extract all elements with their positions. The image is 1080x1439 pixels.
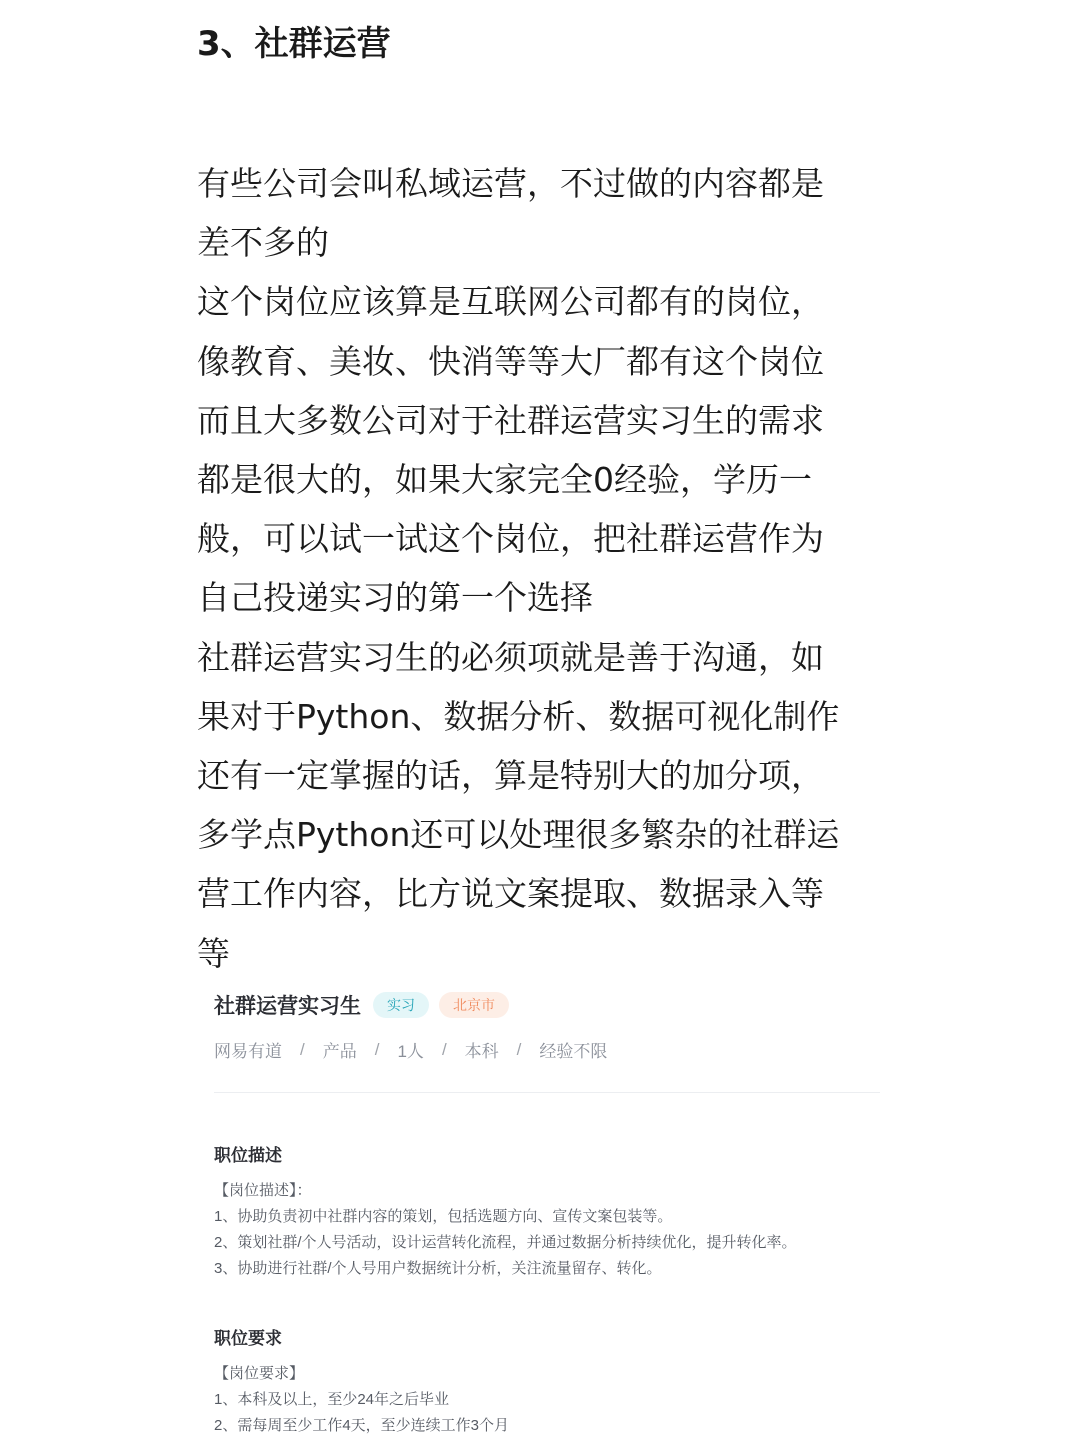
job-city-tag: 北京市 [439, 992, 509, 1018]
education: 本科 [464, 1042, 499, 1061]
experience: 经验不限 [539, 1042, 608, 1061]
meta-separator: / [300, 1039, 305, 1059]
job-type-tag: 实习 [373, 992, 429, 1018]
body-line: 都是很大的，如果大家完全0经验，学历一 [197, 460, 812, 500]
meta-separator: / [516, 1039, 522, 1059]
article [197, 18, 887, 983]
body-line: 像教育、美妆、快消等等大厂都有这个岗位 [197, 341, 824, 381]
job-title-row [214, 985, 880, 1025]
body-line: 而且大多数公司对于社群运营实习生的需求 [197, 400, 824, 440]
description-title: 职位描述 [214, 1146, 282, 1165]
body-line: 般，可以试一试这个岗位，把社群运营作为 [197, 519, 824, 559]
body-line: 还有一定掌握的话，算是特别大的加分项， [197, 756, 824, 796]
section-heading: 3、社群运营 [197, 24, 391, 64]
body-line: 这个岗位应该算是互联网公司都有的岗位， [197, 282, 824, 322]
body-line: 营工作内容，比方说文案提取、数据录入等 [197, 874, 824, 914]
description-item: 1、协助负责初中社群内容的策划，包括选题方向、宣传文案包装等。 [214, 1208, 673, 1225]
body-line: 社群运营实习生的必须项就是善于沟通，如 [197, 637, 824, 677]
description-subtitle: 【岗位描述】： [214, 1182, 312, 1199]
body-line: 多学点Python还可以处理很多繁杂的社群运 [197, 815, 840, 855]
company-name: 网易有道 [214, 1042, 282, 1061]
article-body [197, 154, 887, 983]
requirements-title: 职位要求 [214, 1329, 282, 1348]
divider [214, 1092, 880, 1093]
requirement-item: 2、需每周至少工作4天，至少连续工作3个月 [214, 1417, 510, 1434]
job-description-section [214, 1141, 880, 1282]
job-category: 产品 [322, 1042, 357, 1061]
job-card [214, 985, 880, 1439]
meta-separator: / [441, 1039, 447, 1059]
requirement-item: 1、本科及以上，至少24年之后毕业 [214, 1391, 450, 1408]
requirements-subtitle: 【岗位要求】 [214, 1365, 305, 1382]
job-requirements-section [214, 1324, 880, 1439]
description-item: 3、协助进行社群/个人号用户数据统计分析，关注流量留存、转化。 [214, 1260, 662, 1277]
body-line: 自己投递实习的第一个选择 [197, 578, 593, 618]
job-title: 社群运营实习生 [214, 995, 361, 1018]
job-meta [214, 1037, 880, 1062]
body-line: 等 [197, 933, 230, 973]
headcount: 1人 [397, 1042, 424, 1061]
body-line: 有些公司会叫私域运营，不过做的内容都是 [197, 164, 824, 203]
description-item: 2、策划社群/个人号活动，设计运营转化流程，并通过数据分析持续优化，提升转化率。 [214, 1234, 797, 1251]
body-line: 果对于Python、数据分析、数据可视化制作 [197, 696, 840, 736]
meta-separator: / [374, 1039, 380, 1059]
body-line: 差不多的 [197, 223, 329, 263]
